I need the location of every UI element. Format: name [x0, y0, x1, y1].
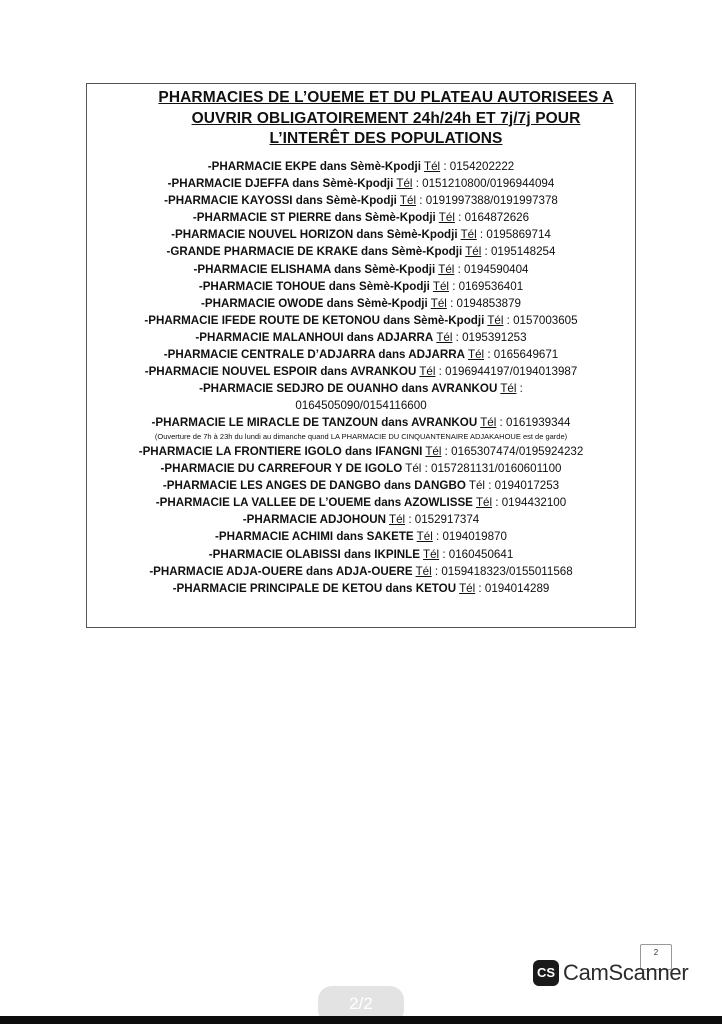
pharmacy-name: -PHARMACIE MALANHOUI dans ADJARRA [195, 330, 434, 344]
pharmacy-entry [87, 226, 635, 243]
phone-number: : 0195869714 [476, 228, 551, 242]
tel-label: Tél [419, 365, 436, 379]
pharmacy-name: -PHARMACIE OWODE dans Sèmè-Kpodji [200, 296, 428, 310]
pharmacy-entry [87, 312, 635, 329]
pharmacy-name: -PHARMACIE LA VALLEE DE L’OUEME dans AZOWLISSE [155, 496, 473, 510]
pharmacy-name: -PHARMACIE ADJOHOUN [242, 513, 386, 527]
pharmacy-name: -PHARMACIE TOHOUE dans Sèmè-Kpodji [198, 279, 430, 293]
pharmacy-name: -PHARMACIE ST PIERRE dans Sèmè-Kpodji [192, 211, 436, 225]
pharmacy-name: -PHARMACIE ACHIMI dans SAKETE [215, 530, 414, 544]
phone-number: : 0160450641 [439, 547, 514, 561]
tel-label: Tél [468, 479, 485, 493]
tel-label: Tél [416, 530, 433, 544]
phone-number: : 0165307474/0195924232 [441, 445, 584, 458]
pharmacy-entry [87, 443, 635, 460]
tel-label: Tél [438, 262, 455, 276]
pharmacy-entry [87, 477, 635, 494]
phone-number: : 0154202222 [440, 160, 515, 173]
pharmacy-entry [87, 295, 635, 312]
tel-label: Tél [399, 194, 417, 208]
tel-label: Tél [475, 496, 493, 510]
pharmacy-entry [87, 363, 635, 380]
phone-number: : 0157003605 [503, 313, 578, 327]
title-line-3: L’INTERÊT DES POPULATIONS [269, 130, 503, 147]
tel-label: Tél [388, 513, 406, 527]
pharmacy-entry [87, 580, 635, 597]
phone-number: : 0164505090/0154116600 [295, 382, 523, 413]
pharmacy-name: -PHARMACIE DU CARREFOUR Y DE IGOLO [160, 462, 403, 476]
camscanner-watermark [533, 958, 688, 988]
tel-label: Tél [460, 228, 477, 242]
tel-label: Tél [396, 177, 413, 191]
page-indicator: 2/2 [318, 986, 404, 1024]
bottom-bar [0, 1016, 722, 1024]
tel-label: Tél [423, 160, 441, 173]
pharmacy-entry [87, 460, 635, 477]
pharmacy-name: -PHARMACIE LA FRONTIERE IGOLO dans IFANGNI [138, 445, 423, 458]
pharmacy-list [87, 158, 635, 597]
pharmacy-entry [87, 243, 635, 260]
phone-number: : 0169536401 [449, 279, 524, 293]
page-corner-number: 2 [640, 944, 672, 970]
phone-number: : 0195148254 [481, 245, 556, 259]
phone-number: : 0157281131/0160601100 [421, 462, 562, 476]
pharmacy-entry [87, 511, 635, 528]
phone-number: : 0194590404 [454, 262, 529, 276]
tel-label: Tél [430, 296, 447, 310]
pharmacy-entry [87, 494, 635, 511]
phone-number: : 0194019870 [432, 530, 507, 544]
document-box [86, 83, 636, 628]
tel-label: Tél [436, 330, 453, 344]
pharmacy-name: -PHARMACIE SEDJRO DE OUANHO dans AVRANKOU [199, 382, 498, 396]
phone-number: : 0191997388/0191997378 [416, 194, 558, 208]
tel-label: Tél [487, 313, 504, 327]
pharmacy-entry [87, 563, 635, 580]
tel-label: Tél [438, 211, 455, 225]
title-line-2: OUVRIR OBLIGATOIREMENT 24h/24h ET 7j/7j POUR [191, 109, 581, 127]
phone-number: : 0196944197/0194013987 [435, 365, 578, 379]
pharmacy-entry [87, 528, 635, 545]
pharmacy-name: -PHARMACIE EKPE dans Sèmè-Kpodji [207, 160, 421, 173]
phone-number: : 0194853879 [446, 296, 522, 310]
pharmacy-entry [87, 329, 635, 346]
tel-label: Tél [500, 382, 517, 396]
pharmacy-entry [87, 175, 635, 192]
pharmacy-entry [87, 546, 635, 563]
pharmacy-name: -PHARMACIE CENTRALE D’ADJARRA dans ADJARRA [163, 348, 465, 362]
opening-hours-note: (Ouverture de 7h à 23h du lundi au dimanche quand LA PHARMACIE DU CINQUANTENAIRE ADJAKAHOUE est de garde) [154, 431, 568, 441]
phone-number: : 0151210800/0196944094 [412, 177, 555, 191]
title-line-1: PHARMACIES DE L’OUEME ET DU PLATEAU AUTORISEES A [158, 89, 614, 106]
tel-label: Tél [432, 279, 449, 293]
pharmacy-name: -PHARMACIE OLABISSI dans IKPINLE [208, 547, 420, 561]
pharmacy-name: -PHARMACIE ELISHAMA dans Sèmè-Kpodji [193, 262, 436, 276]
pharmacy-entry [87, 192, 635, 209]
tel-label: Tél [405, 462, 422, 476]
pharmacy-entry [87, 261, 635, 278]
phone-number: : 0152917374 [405, 513, 480, 527]
pharmacy-name: -GRANDE PHARMACIE DE KRAKE dans Sèmè-Kpodji [166, 245, 463, 259]
tel-label: Tél [423, 547, 440, 561]
pharmacy-entry [87, 278, 635, 295]
camscanner-brand: CamScanner [563, 960, 689, 985]
tel-label: Tél [467, 348, 485, 362]
phone-number: : 0161939344 [496, 416, 571, 430]
phone-number: : 0159418323/0155011568 [431, 564, 573, 578]
pharmacy-name: -PHARMACIE KAYOSSI dans Sèmè-Kpodji [164, 194, 397, 208]
pharmacy-entry [87, 346, 635, 363]
phone-number: : 0164872626 [454, 211, 530, 225]
pharmacy-name: -PHARMACIE IFEDE ROUTE DE KETONOU dans Sèmè-Kpodji [144, 313, 485, 327]
pharmacy-entry [87, 380, 635, 414]
pharmacy-entry [87, 209, 635, 226]
phone-number: : 0165649671 [484, 348, 559, 362]
phone-number: : 0194432100 [492, 496, 567, 510]
tel-label: Tél [415, 564, 432, 578]
camscanner-logo-icon: CS [533, 960, 559, 986]
tel-label: Tél [425, 445, 442, 458]
phone-number: : 0194014289 [475, 581, 550, 595]
phone-number: : 0194017253 [484, 479, 560, 493]
tel-label: Tél [465, 245, 482, 259]
pharmacy-name: -PHARMACIE ADJA-OUERE dans ADJA-OUERE [149, 564, 413, 578]
tel-label: Tél [459, 581, 476, 595]
pharmacy-entry [87, 158, 635, 175]
pharmacy-name: -PHARMACIE NOUVEL HORIZON dans Sèmè-Kpodji [171, 228, 458, 242]
pharmacy-name: -PHARMACIE PRINCIPALE DE KETOU dans KETOU [172, 581, 457, 595]
tel-label: Tél [480, 416, 497, 430]
pharmacy-name: -PHARMACIE LES ANGES DE DANGBO dans DANGBO [162, 479, 466, 493]
document-title [87, 88, 635, 150]
pharmacy-entry [87, 414, 635, 431]
phone-number: : 0195391253 [452, 330, 527, 344]
pharmacy-name: -PHARMACIE DJEFFA dans Sèmè-Kpodji [167, 177, 394, 191]
pharmacy-name: -PHARMACIE LE MIRACLE DE TANZOUN dans AVRANKOU [151, 416, 478, 430]
pharmacy-name: -PHARMACIE NOUVEL ESPOIR dans AVRANKOU [144, 365, 417, 379]
